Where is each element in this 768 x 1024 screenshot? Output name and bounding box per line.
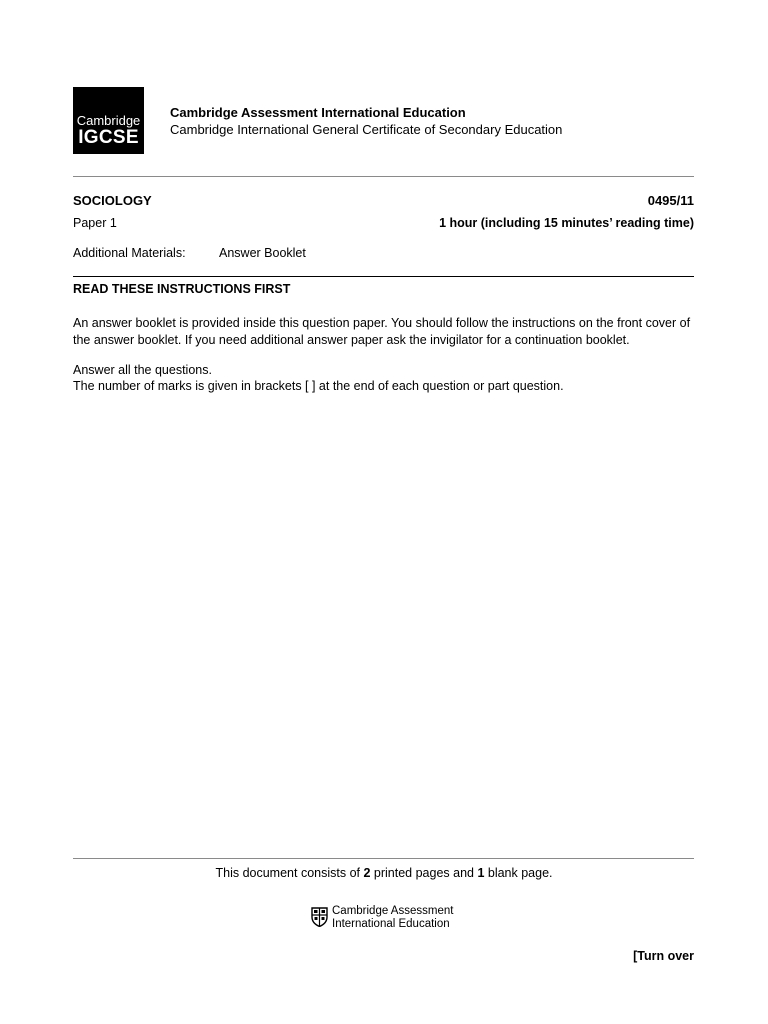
instructions-paragraph: An answer booklet is provided inside this question paper. You should follow the instructions on the front cover of the answer booklet. If you need additional answer paper ask the invigilator for a continuation booklet. <box>73 316 691 347</box>
brand-line-2: International Education <box>332 918 450 930</box>
blank-page-count: 1 <box>477 866 485 880</box>
page-count-statement <box>200 866 568 881</box>
logo-top-text: Cambridge <box>76 113 141 128</box>
instructions-answer-all: Answer all the questions. <box>73 363 212 377</box>
page-count-pre: This document consists of <box>215 866 364 880</box>
turn-over-note: [Turn over <box>633 949 694 963</box>
footer-divider <box>73 858 694 859</box>
instructions-divider <box>73 276 694 277</box>
org-subtitle: Cambridge International General Certificate of Secondary Education <box>170 122 563 137</box>
brand-line-1: Cambridge Assessment <box>332 905 454 917</box>
page-count-post: blank page. <box>484 866 553 880</box>
paper-number: Paper 1 <box>73 216 117 230</box>
page-count-mid: printed pages and <box>370 866 478 880</box>
instructions-heading: READ THESE INSTRUCTIONS FIRST <box>73 282 291 296</box>
shield-icon <box>311 907 328 927</box>
header-divider <box>73 176 694 177</box>
syllabus-code: 0495/11 <box>647 193 694 208</box>
materials-value: Answer Booklet <box>219 246 306 260</box>
exam-duration: 1 hour (including 15 minutes’ reading time) <box>439 216 694 230</box>
instructions-marks: The number of marks is given in brackets [ ] at the end of each question or part question. <box>73 379 564 393</box>
org-name: Cambridge Assessment International Education <box>170 105 466 120</box>
subject-title: SOCIOLOGY <box>73 193 152 208</box>
printed-page-count: 2 <box>363 866 371 880</box>
materials-label: Additional Materials: <box>73 246 186 260</box>
igcse-logo <box>73 87 144 154</box>
logo-main-text: IGCSE <box>78 127 139 148</box>
